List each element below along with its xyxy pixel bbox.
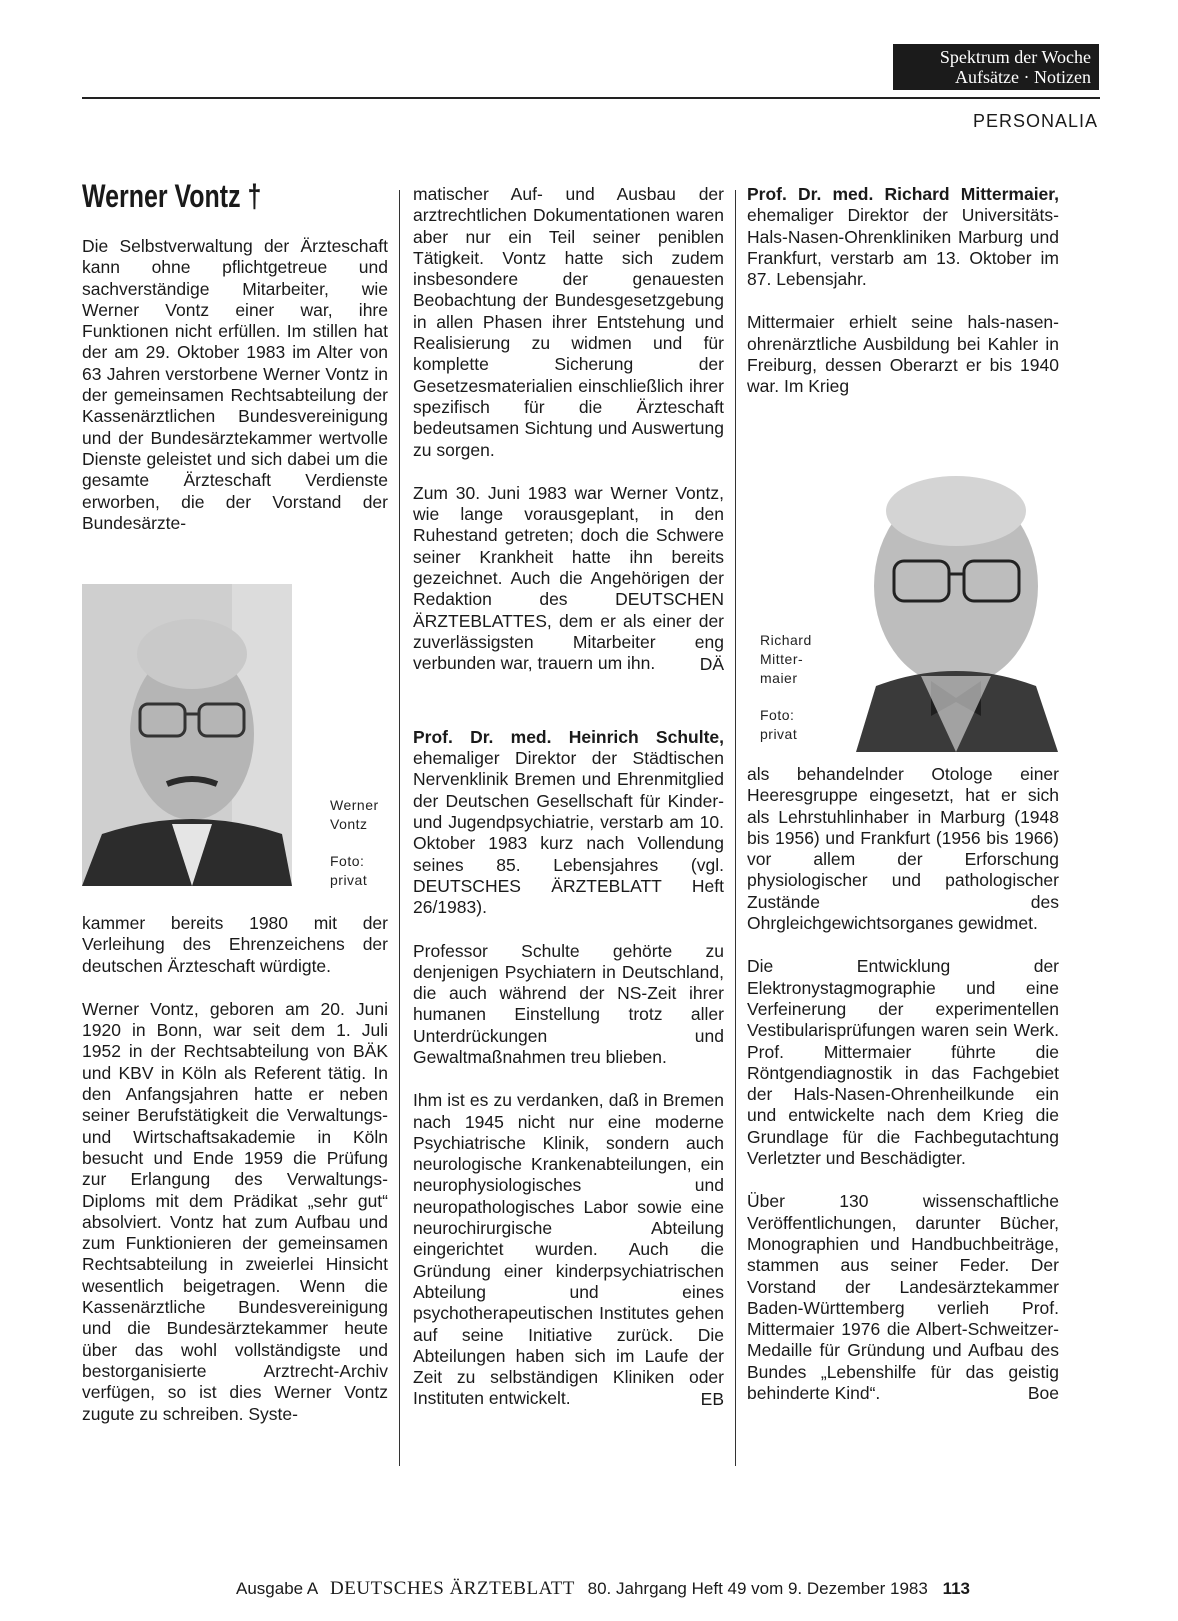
badge-line-2: Aufsätze · Notizen	[955, 67, 1091, 87]
schulte-paragraph-2: Professor Schulte gehörte zu denjenigen Psychiatern in Deutschland, die auch während der NS-Zeit ihrer humanen Einstellung trotz aller Unterdrückungen und Gewaltmaßnahmen treu blieben.	[413, 940, 724, 1067]
vontz-paragraph-1: Die Selbstverwaltung der Ärzteschaft kann ohne pflichtgetreue und sachverständige Mitarbeiter, wie Werner Vontz einer war, ihre Funktionen nicht erfüllen. Im stillen hat der am 29. Oktober 1983 im Alter von 63 Jahren verstorbene Werner Vontz in der gemeinsamen Rechtsabteilung der Kassenärztlichen Bundesvereinigung und der Bundesärztekammer wertvolle Dienste geleistet und sich dabei um die gesamte Ärzteschaft Verdienste erworben, die der Vorstand der Bundesärzte-	[82, 236, 388, 533]
section-label: PERSONALIA	[972, 111, 1098, 131]
header-rule	[82, 97, 1100, 99]
vontz-caption-name: Werner Vontz	[330, 797, 379, 832]
column-1-bottom	[82, 913, 388, 1425]
vontz-paragraph-1-continued: kammer bereits 1980 mit der Verleihung des Ehrenzeichens der deutschen Ärzteschaft würdigte.	[82, 913, 388, 976]
vontz-paragraph-4: Zum 30. Juni 1983 war Werner Vontz, wie lange vorausgeplant, in den Ruhestand getreten; doch die Schwere seiner Krankheit hatte ihn bereits gezeichnet. Auch die Angehörigen der Redaktion des DEUTSCHEN ÄRZTEBLATTES, dem er als einer der zuverlässigsten Mitarbeiter eng verbunden war, trauern um ihn.	[413, 482, 724, 674]
portrait-image	[836, 466, 1058, 752]
schulte-paragraph-1	[413, 727, 724, 919]
mittermaier-paragraph-4: Über 130 wissenschaftliche Veröffentlichungen, darunter Bücher, Monographien und Handbuchbeiträge, stammen aus seiner Feder. Der Vorstand der Landesärztekammer Baden-Württemberg verlieh Prof. Mittermaier 1976 die Albert-Schweitzer-Medaille für Gründung und Aufbau des Bundes „Lebenshilfe für das geistig behinderte Kind“.	[747, 1191, 1059, 1404]
mittermaier-caption	[760, 631, 830, 744]
footer-publication: DEUTSCHES ÄRZTEBLATT	[330, 1578, 575, 1599]
mittermaier-caption-foto: Foto: privat	[760, 707, 798, 742]
mittermaier-signature: Boe	[1027, 1383, 1059, 1404]
vontz-caption	[330, 796, 392, 890]
page-footer	[236, 1578, 970, 1600]
footer-issue: 80. Jahrgang Heft 49 vom 9. Dezember 1983	[587, 1579, 928, 1598]
mittermaier-intro: ehemaliger Direktor der Universitäts-Hals-Nasen-Ohrenkliniken Marburg und Frankfurt, verstarb am 13. Oktober im 87. Lebensjahr.	[747, 205, 1059, 290]
vontz-photo	[82, 584, 292, 886]
column-2	[413, 184, 724, 1410]
schulte-intro: ehemaliger Direktor der Städtischen Nervenklinik Bremen und Ehrenmitglied der Deutschen Gesellschaft für Kinder- und Jugendpsychiatrie, verstarb am 10. Oktober 1983 kurz nach Vollendung seines 85. Lebensjahres (vgl. DEUTSCHES ÄRZTEBLATT Heft 26/1983).	[413, 748, 724, 918]
column-3-bottom	[747, 764, 1059, 1405]
page-number: 113	[942, 1579, 971, 1598]
schulte-name: Prof. Dr. med. Heinrich Schulte,	[413, 726, 724, 747]
vontz-paragraph-2: Werner Vontz, geboren am 20. Juni 1920 in Bonn, war seit dem 1. Juli 1952 in der Rechtsabteilung von BÄK und KBV in Köln als Referent tätig. In den Anfangsjahren hatte er neben seiner Berufstätigkeit die Verwaltungs- und Wirtschaftsakademie in Köln besucht und Ende 1959 die Prüfung zur Erlangung des Verwaltungs-Diploms mit dem Prädikat „sehr gut“ absolviert. Vontz hat zum Aufbau und zum Funktionieren der gemeinsamen Rechtsabteilung in zweierlei Hinsicht wesentlich beigetragen. Wenn die Kassenärztliche Bundesvereinigung und die Bundesärztekammer heute über das wohl vollständigste und bestorganisierte Arztrecht-Archiv verfügen, so ist dies Werner Vontz zugute zu schreiben. Syste-	[82, 998, 388, 1424]
column-3-top	[747, 184, 1059, 398]
portrait-image	[82, 584, 292, 886]
schulte-paragraph-3: Ihm ist es zu verdanken, daß in Bremen nach 1945 nicht nur eine moderne Psychiatrische Klinik, sondern auch neurologische Krankenabteilungen, ein neurophysiologisches und neuropathologisches Labor sowie eine neurochirurgische Abteilung eingerichtet wurden. Auch die Gründung einer kinderpsychiatrischen Abteilung und eines psychotherapeutischen Institutes gehen auf seine Initiative zurück. Die Abteilungen haben sich im Laufe der Zeit zu selbständigen Kliniken oder Instituten entwickelt.	[413, 1090, 724, 1409]
schulte-signature: EB	[700, 1388, 724, 1409]
mittermaier-paragraph-2-continued: als behandelnder Otologe einer Heeresgruppe eingesetzt, hat er sich als Lehrstuhlinhaber in Marburg (1948 bis 1956) und Frankfurt (1956 bis 1966) vor allem der Erforschung physiologischer und pathologischer Zustände des Ohrgleichgewichtsorganes gewidmet.	[747, 764, 1059, 934]
mittermaier-photo	[836, 466, 1058, 752]
column-divider-1	[399, 190, 400, 1466]
vontz-caption-foto: Foto: privat	[330, 853, 368, 888]
mittermaier-caption-name: Richard Mitter-maier	[760, 632, 812, 686]
column-1-top	[82, 176, 388, 534]
vontz-signature: DÄ	[699, 653, 724, 674]
badge-line-1: Spektrum der Woche	[939, 47, 1091, 67]
section-badge	[893, 44, 1099, 90]
vontz-paragraph-3: matischer Auf- und Ausbau der arztrechtlichen Dokumentationen waren aber nur ein Teil seiner peniblen Tätigkeit. Vontz hatte sich zudem insbesondere der genauesten Beobachtung der Bundesgesetzgebung in allen Phasen ihrer Entstehung und Realisierung zu widmen und für komplette Sicherung der Gesetzesmaterialien einschließlich ihrer spezifisch für die Ärzteschaft bedeutsamen Sichtung und Auswertung zu sorgen.	[413, 184, 724, 460]
mittermaier-paragraph-1	[747, 184, 1059, 290]
article-title: Werner Vontz †	[82, 178, 262, 214]
mittermaier-paragraph-2: Mittermaier erhielt seine hals-nasen-ohrenärztliche Ausbildung bei Kahler in Freiburg, dessen Oberarzt er bis 1940 war. Im Krieg	[747, 312, 1059, 397]
footer-edition: Ausgabe A	[236, 1579, 318, 1598]
mittermaier-paragraph-3: Die Entwicklung der Elektronystagmographie und eine Verfeinerung der experimentellen Vestibularisprüfungen waren sein Werk. Prof. Mittermaier führte die Röntgendiagnostik in das Fachgebiet der Hals-Nasen-Ohrenheilkunde ein und entwickelte nach dem Krieg die Grundlage für die Fachbegutachtung Verletzter und Beschädigter.	[747, 956, 1059, 1169]
column-divider-2	[735, 190, 736, 1466]
mittermaier-name: Prof. Dr. med. Richard Mittermaier,	[747, 184, 1059, 204]
